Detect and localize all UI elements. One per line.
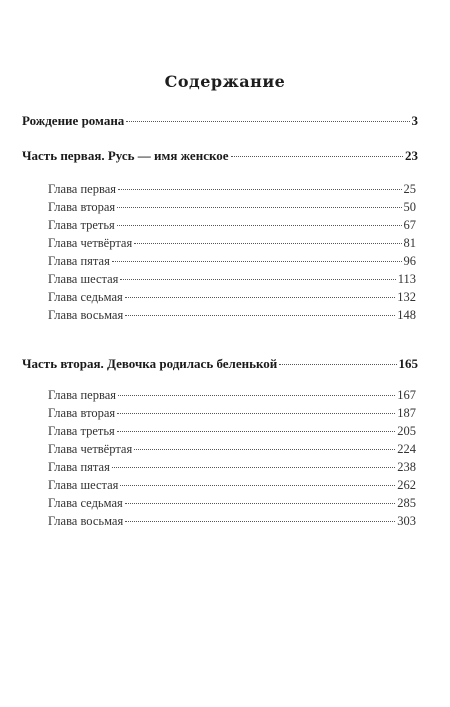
chapter-label: Глава первая: [48, 388, 117, 402]
chapter-page-number: 25: [403, 182, 416, 196]
entry-label: Часть вторая. Девочка родилась беленькой: [22, 356, 278, 371]
toc-chapter-part2-3[interactable]: [48, 424, 416, 439]
chapter-page-number: 148: [397, 308, 416, 322]
toc-chapter-part1-4[interactable]: [48, 236, 416, 251]
dot-leader: [134, 449, 395, 450]
chapter-page-number: 96: [403, 254, 416, 268]
dot-leader: [125, 315, 395, 316]
chapter-label: Глава седьмая: [48, 496, 123, 510]
chapter-page-number: 187: [397, 406, 416, 420]
entry-page-number: 23: [405, 148, 418, 163]
chapter-label: Глава пятая: [48, 254, 110, 268]
toc-chapter-part2-1[interactable]: [48, 388, 416, 403]
chapter-label: Глава третья: [48, 218, 115, 232]
chapter-page-number: 285: [397, 496, 416, 510]
chapter-label: Глава пятая: [48, 460, 110, 474]
chapter-label: Глава восьмая: [48, 514, 124, 528]
chapter-label: Глава вторая: [48, 406, 116, 420]
chapter-label: Глава четвёртая: [48, 236, 133, 250]
toc-chapter-part2-6[interactable]: [48, 478, 416, 493]
entry-page-number: 165: [398, 356, 418, 371]
toc-entry-part2[interactable]: [22, 356, 418, 372]
page-title: Содержание: [164, 72, 286, 91]
chapter-label: Глава вторая: [48, 200, 116, 214]
chapter-page-number: 205: [397, 424, 416, 438]
chapter-label: Глава шестая: [48, 478, 119, 492]
dot-leader: [117, 431, 395, 432]
toc-chapter-part2-8[interactable]: [48, 514, 416, 529]
dot-leader: [117, 225, 402, 226]
toc-chapter-part2-5[interactable]: [48, 460, 416, 475]
dot-leader: [134, 243, 401, 244]
chapter-page-number: 167: [397, 388, 416, 402]
dot-leader: [120, 485, 395, 486]
chapter-page-number: 303: [397, 514, 416, 528]
chapter-label: Глава первая: [48, 182, 117, 196]
chapter-page-number: 238: [397, 460, 416, 474]
toc-chapter-part1-2[interactable]: [48, 200, 416, 215]
chapter-label: Глава восьмая: [48, 308, 124, 322]
toc-entry-intro[interactable]: [22, 113, 418, 129]
chapter-page-number: 224: [397, 442, 416, 456]
chapter-label: Глава седьмая: [48, 290, 123, 304]
chapter-label: Глава четвёртая: [48, 442, 133, 456]
toc-chapter-part1-5[interactable]: [48, 254, 416, 269]
dot-leader: [117, 207, 401, 208]
chapter-page-number: 132: [397, 290, 416, 304]
entry-label: Рождение романа: [22, 113, 125, 128]
dot-leader: [125, 521, 395, 522]
dot-leader: [125, 503, 396, 504]
chapter-page-number: 262: [397, 478, 416, 492]
toc-chapter-part2-7[interactable]: [48, 496, 416, 511]
chapter-label: Глава третья: [48, 424, 115, 438]
toc-chapter-part1-7[interactable]: [48, 290, 416, 305]
dot-leader: [117, 413, 395, 414]
chapter-page-number: 50: [403, 200, 416, 214]
dot-leader: [126, 121, 409, 122]
entry-label: Часть первая. Русь — имя женское: [22, 148, 229, 163]
toc-chapter-part1-8[interactable]: [48, 308, 416, 323]
dot-leader: [120, 279, 395, 280]
chapter-page-number: 67: [403, 218, 416, 232]
toc-chapter-part1-6[interactable]: [48, 272, 416, 287]
toc-chapter-part1-3[interactable]: [48, 218, 416, 233]
toc-chapter-part2-2[interactable]: [48, 406, 416, 421]
dot-leader: [118, 189, 401, 190]
chapter-page-number: 113: [397, 272, 416, 286]
chapter-page-number: 81: [403, 236, 416, 250]
dot-leader: [125, 297, 396, 298]
toc-chapter-part1-1[interactable]: [48, 182, 416, 197]
dot-leader: [231, 156, 403, 157]
chapter-label: Глава шестая: [48, 272, 119, 286]
toc-chapter-part2-4[interactable]: [48, 442, 416, 457]
dot-leader: [112, 467, 395, 468]
dot-leader: [279, 364, 396, 365]
toc-entry-part1[interactable]: [22, 148, 418, 164]
dot-leader: [112, 261, 402, 262]
entry-page-number: 3: [411, 113, 418, 128]
dot-leader: [118, 395, 395, 396]
